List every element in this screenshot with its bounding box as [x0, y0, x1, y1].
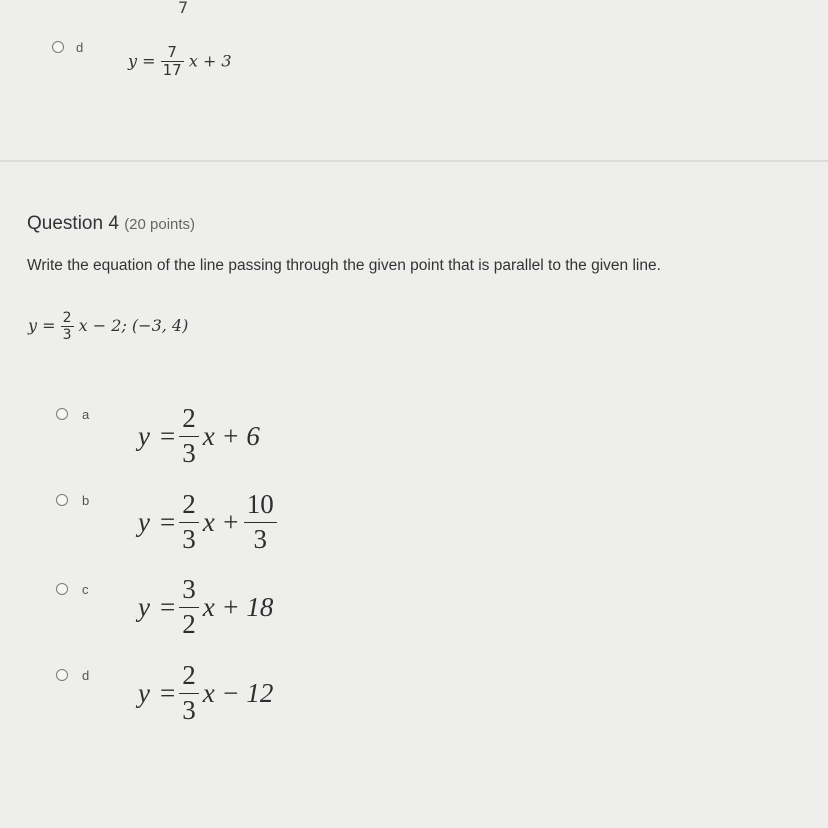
option-d-equation: y = $\frac{2}{3}$ x − 12 — [138, 660, 274, 725]
option-a-equation: y = $\frac{2}{3}$ x + 6 — [138, 403, 260, 468]
prev-option-d-equation: y = $\frac{7}{17}$ x + 3 — [128, 43, 232, 80]
question-points: (20 points) — [124, 216, 196, 233]
option-b-equation: y = $\frac{2}{3}$ x + $\frac{10}{3}$ — [138, 488, 281, 557]
option-c-equation: y = $\frac{3}{2}$ x + 18 — [138, 574, 274, 639]
prev-option-d-letter: d — [76, 40, 84, 55]
radio-option-a[interactable] — [56, 408, 68, 420]
option-b-letter: b — [82, 493, 90, 508]
option-a-letter: a — [82, 407, 90, 422]
radio-option-d[interactable] — [56, 669, 68, 681]
question-divider — [0, 160, 828, 162]
question-title: Question 4 (20 points) — [27, 213, 196, 234]
given-line-equation: y = $\frac{2}{3}$ x − 2; (−3, 4) — [28, 310, 189, 344]
radio-prev-option-d[interactable] — [52, 41, 64, 53]
radio-option-c[interactable] — [56, 583, 68, 595]
option-c-letter: c — [82, 582, 89, 597]
option-d-letter: d — [82, 668, 90, 683]
question-prompt: Write the equation of the line passing through the given point that is parallel to the given line. — [27, 257, 661, 274]
radio-option-b[interactable] — [56, 494, 68, 506]
previous-fraction-fragment: 7 — [178, 0, 189, 17]
